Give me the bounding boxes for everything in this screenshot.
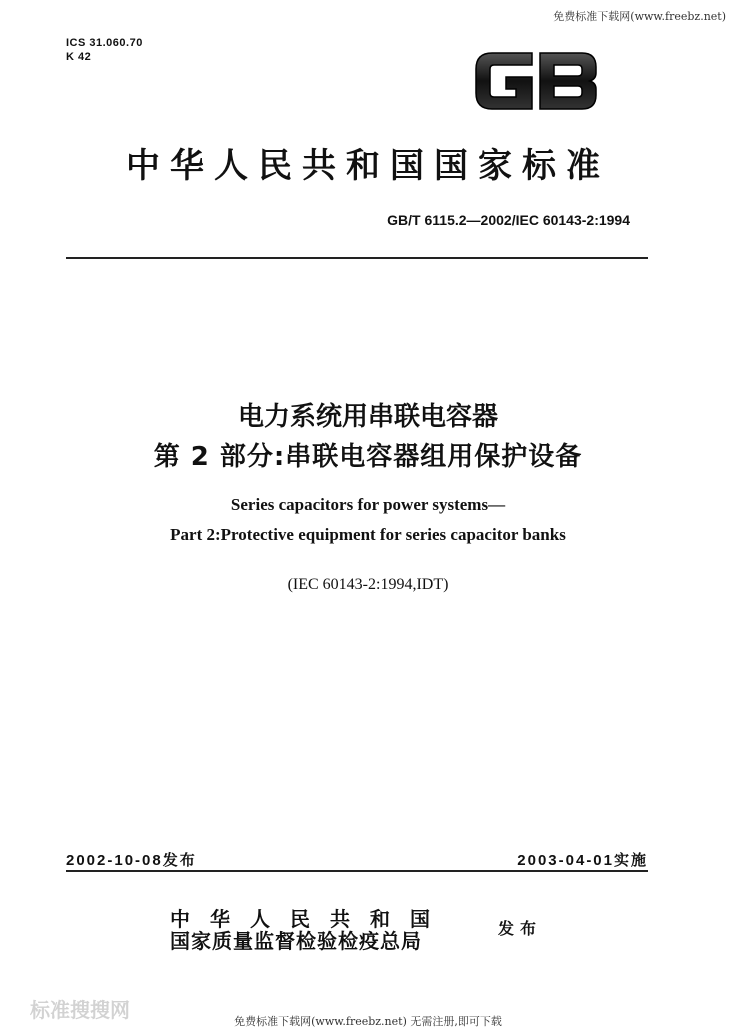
top-divider xyxy=(66,257,648,259)
iec-equivalence: (IEC 60143-2:1994,IDT) xyxy=(287,576,449,593)
issuer-agency: 国家质量监督检验检疫总局 xyxy=(170,929,422,953)
top-watermark: 免费标准下载网(www.freebz.net) xyxy=(553,10,726,23)
issue-action: 发布 xyxy=(498,919,543,938)
class-code: K 42 xyxy=(66,51,92,63)
bottom-watermark: 免费标准下载网(www.freebz.net) 无需注册,即可下载 xyxy=(234,1015,502,1028)
classification-block xyxy=(66,36,143,64)
implementation-date: 2003-04-01实施 xyxy=(517,852,648,869)
title-cn-line1: 电力系统用串联电容器 xyxy=(237,402,498,432)
bottom-divider xyxy=(66,870,648,872)
standard-number: GB/T 6115.2—2002/IEC 60143-2:1994 xyxy=(387,212,630,228)
faded-footer-text: 标准搜搜网 xyxy=(30,998,130,1022)
national-standard-title: 中华人民共和国国家标准 xyxy=(126,146,610,186)
issue-date: 2002-10-08发布 xyxy=(66,852,197,869)
issuer-country: 中华人民共和国 xyxy=(170,907,450,931)
ics-code: ICS 31.060.70 xyxy=(66,37,143,49)
title-en-line1: Series capacitors for power systems— xyxy=(230,495,506,514)
gb-logo xyxy=(470,45,602,117)
title-cn-line2: 第 2 部分:串联电容器组用保护设备 xyxy=(153,442,583,472)
title-en-line2: Part 2:Protective equipment for series capacitor banks xyxy=(170,525,566,544)
